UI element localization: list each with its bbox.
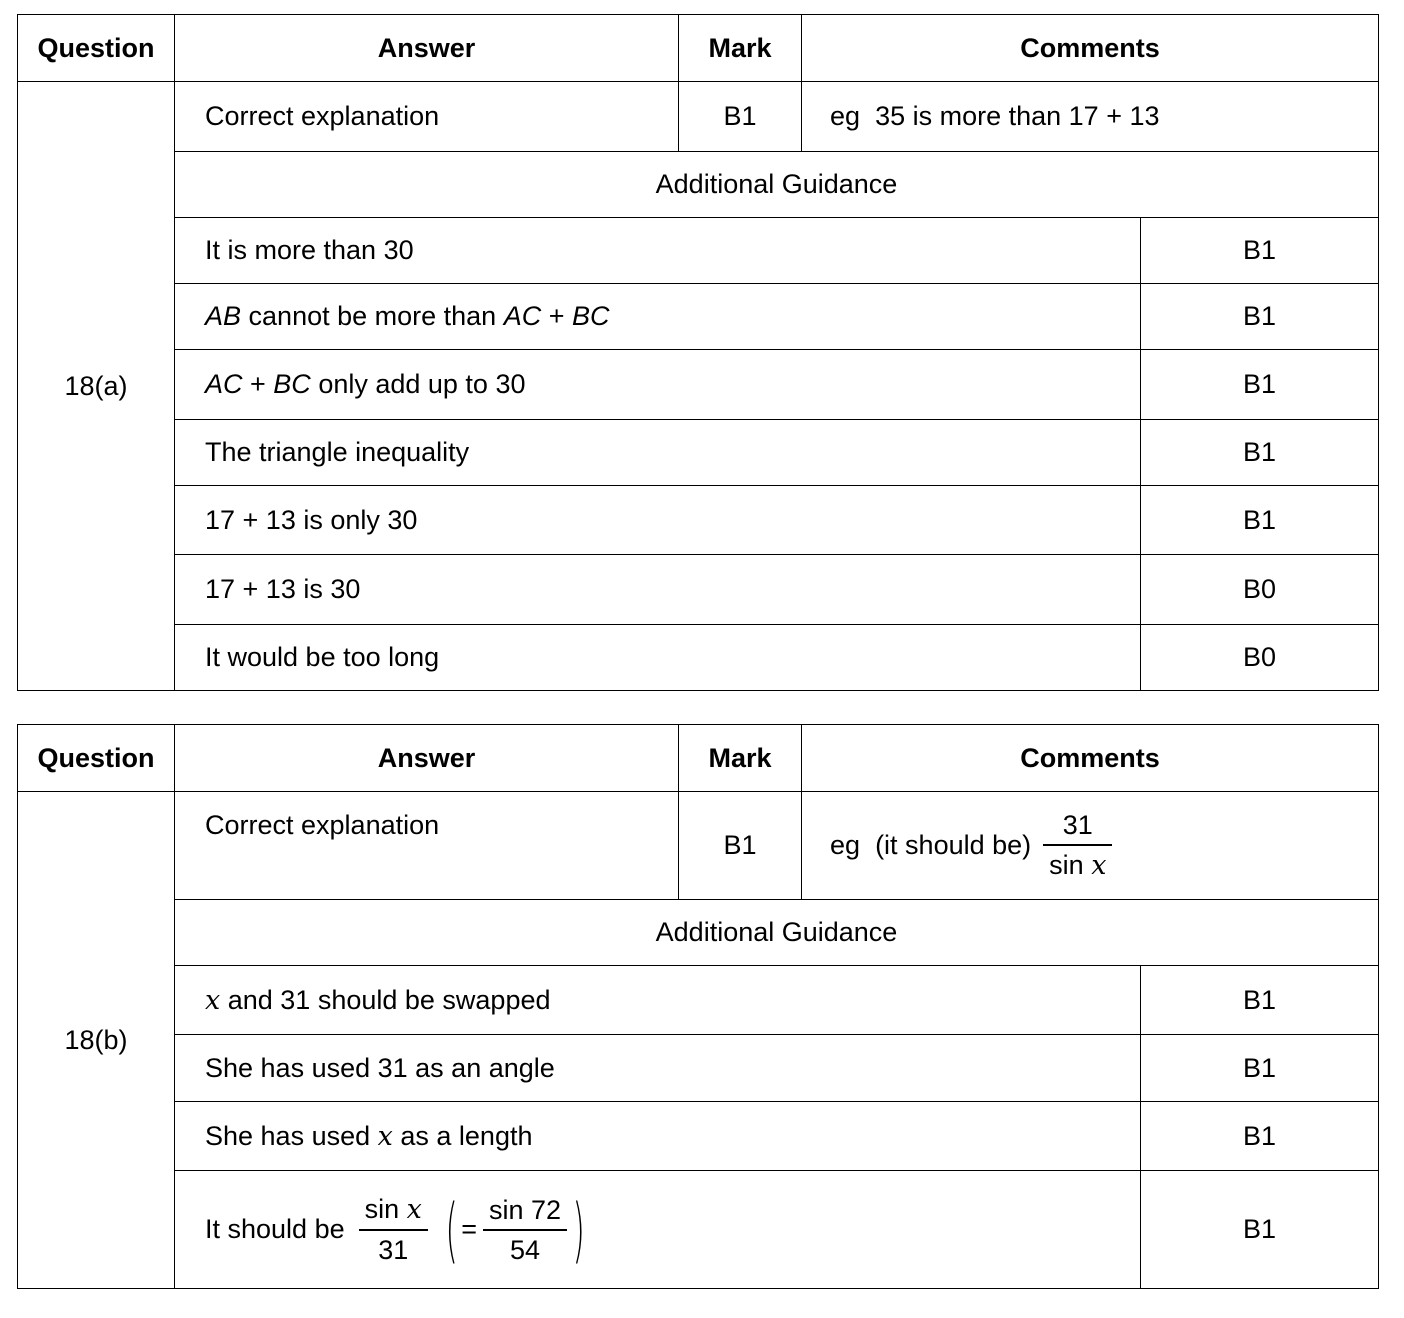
fraction-denominator: 54 — [509, 1234, 541, 1265]
comment-eg: eg — [830, 101, 861, 131]
guidance-text: 17 + 13 is 30 — [175, 555, 1141, 625]
mark-cell: B1 — [679, 792, 802, 900]
guidance-text: 17 + 13 is only 30 — [175, 486, 1141, 555]
sin-text: sin — [364, 1194, 400, 1224]
additional-guidance-title: Additional Guidance — [175, 900, 1379, 966]
header-comments: Comments — [802, 15, 1379, 82]
text: + — [541, 301, 572, 331]
guidance-text — [175, 350, 1141, 420]
fraction-numerator: sin 72 — [483, 1191, 567, 1231]
text: + — [242, 369, 274, 399]
comment-text: 35 is more than 17 + 13 — [875, 101, 1160, 131]
guidance-text: She has used 31 as an angle — [175, 1035, 1141, 1102]
equals-sign: = — [461, 1214, 477, 1244]
header-question: Question — [18, 725, 175, 792]
guidance-mark: B0 — [1141, 625, 1379, 691]
comment-cell — [802, 792, 1379, 900]
guidance-mark: B1 — [1141, 218, 1379, 284]
text: She has used — [205, 1120, 378, 1151]
guidance-mark: B0 — [1141, 555, 1379, 625]
term-bc: BC — [273, 369, 311, 399]
fraction-denominator: 31 — [378, 1235, 409, 1265]
mark-scheme-table-18a — [17, 14, 1379, 691]
header-answer: Answer — [175, 15, 679, 82]
fraction-sin-x-over-31 — [359, 1190, 428, 1269]
term-ab: AB — [205, 301, 242, 331]
guidance-mark: B1 — [1141, 486, 1379, 555]
header-answer: Answer — [175, 725, 679, 792]
guidance-text — [175, 1102, 1141, 1171]
guidance-text — [175, 284, 1141, 350]
fraction-sin72-over-54 — [483, 1191, 567, 1269]
header-mark: Mark — [679, 15, 802, 82]
additional-guidance-title: Additional Guidance — [175, 152, 1379, 218]
guidance-mark: B1 — [1141, 420, 1379, 486]
term-ac: AC — [205, 369, 243, 399]
header-mark: Mark — [679, 725, 802, 792]
var-x: x — [1091, 850, 1107, 881]
guidance-mark: B1 — [1141, 1171, 1379, 1289]
text: only add up to 30 — [310, 369, 526, 399]
header-comments: Comments — [802, 725, 1379, 792]
guidance-mark: B1 — [1141, 350, 1379, 420]
var-x: x — [377, 1120, 393, 1152]
fraction-numerator — [359, 1190, 428, 1231]
var-x: x — [205, 984, 221, 1016]
comment-text: (it should be) — [875, 830, 1032, 860]
mark-scheme-table-18b — [17, 724, 1379, 1289]
guidance-mark: B1 — [1141, 284, 1379, 350]
question-number: 18(a) — [18, 82, 175, 691]
fraction-numerator: 31 — [1043, 806, 1112, 846]
fraction-denominator — [1043, 846, 1112, 885]
guidance-text — [175, 966, 1141, 1035]
term-ac: AC — [503, 301, 542, 331]
guidance-text: It is more than 30 — [175, 218, 1141, 284]
close-paren: ) — [572, 1188, 585, 1271]
text: It should be — [205, 1214, 345, 1244]
text: and 31 should be swapped — [220, 984, 551, 1015]
text: as a length — [392, 1120, 533, 1151]
fraction-31-over-sin-x — [1043, 806, 1112, 885]
guidance-text — [175, 1171, 1141, 1289]
header-question: Question — [18, 15, 175, 82]
question-number: 18(b) — [18, 792, 175, 1289]
guidance-text: It would be too long — [175, 625, 1141, 691]
comment-cell — [802, 82, 1379, 152]
text: cannot be more than — [241, 301, 504, 331]
var-x: x — [406, 1194, 422, 1225]
guidance-mark: B1 — [1141, 966, 1379, 1035]
guidance-mark: B1 — [1141, 1035, 1379, 1102]
mark-cell: B1 — [679, 82, 802, 152]
term-bc: BC — [572, 301, 610, 331]
comment-eg: eg — [830, 830, 861, 860]
answer-cell: Correct explanation — [175, 82, 679, 152]
open-paren: ( — [445, 1188, 458, 1271]
guidance-text: The triangle inequality — [175, 420, 1141, 486]
sin-text: sin — [1049, 850, 1084, 880]
guidance-mark: B1 — [1141, 1102, 1379, 1171]
answer-cell: Correct explanation — [175, 792, 679, 900]
